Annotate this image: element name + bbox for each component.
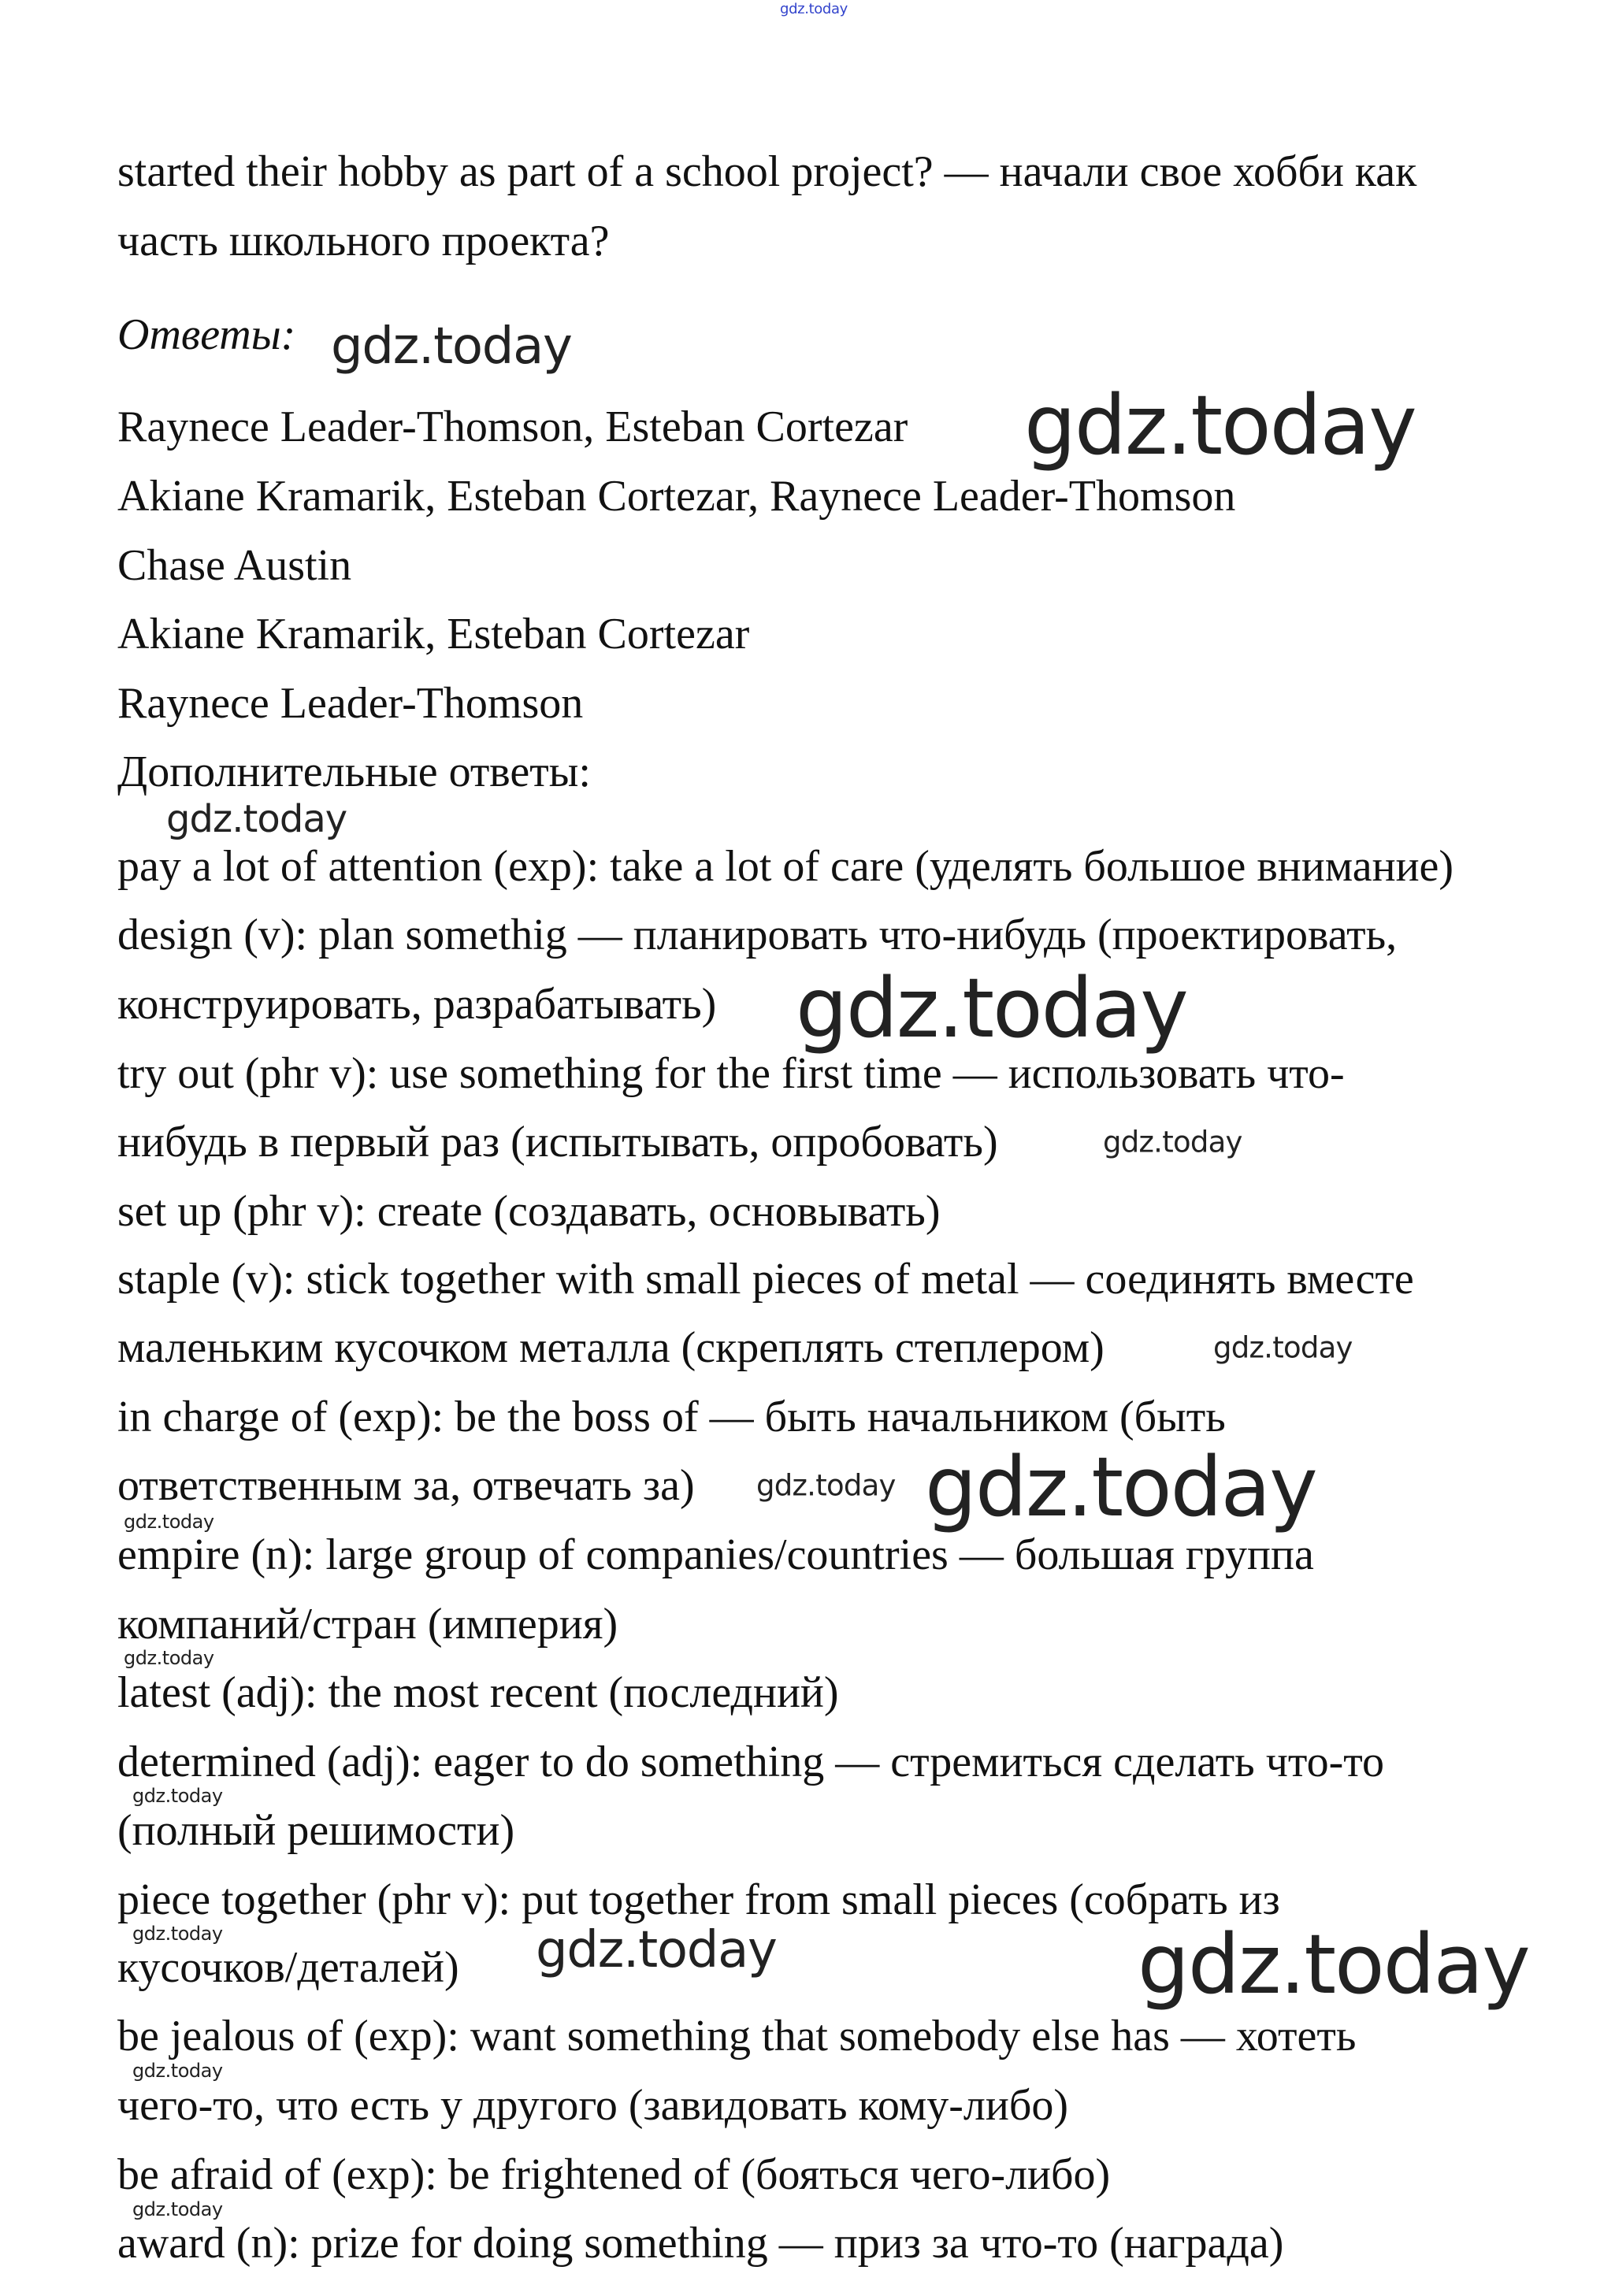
text-line: Akiane Kramarik, Esteban Cortezar, Raynece Leader-Thomson — [117, 472, 1236, 521]
text-line: empire (n): large group of companies/countries — большая группа — [117, 1530, 1314, 1579]
watermark-logo: gdz.today — [796, 960, 1187, 1056]
watermark-logo: gdz.today — [124, 1511, 214, 1533]
text-line: часть школьного проекта? — [117, 217, 610, 265]
text-line: set up (phr v): create (создавать, основывать) — [117, 1187, 941, 1236]
text-line: piece together (phr v): put together from small pieces (собрать из — [117, 1875, 1280, 1924]
text-line: ответственным за, отвечать за) — [117, 1461, 695, 1510]
watermark-logo: gdz.today — [124, 1647, 214, 1669]
text-line: in charge of (exp): be the boss of — быть начальником (быть — [117, 1393, 1226, 1441]
watermark-logo: gdz.today — [132, 1923, 223, 1945]
watermark-logo: gdz.today — [536, 1921, 777, 1979]
text-line: Raynece Leader-Thomson, Esteban Cortezar — [117, 402, 908, 451]
text-line: маленьким кусочком металла (скреплять степлером) — [117, 1323, 1105, 1372]
watermark-logo: gdz.today — [1213, 1330, 1353, 1365]
text-line: try out (phr v): use something for the first time — использовать что- — [117, 1049, 1345, 1098]
watermark-logo: gdz.today — [132, 1785, 223, 1807]
text-line: started their hobby as part of a school project? — начали свое хобби как — [117, 147, 1417, 196]
text-line: нибудь в первый раз (испытывать, опробовать) — [117, 1118, 998, 1167]
watermark-logo: gdz.today — [925, 1439, 1316, 1535]
watermark-logo: gdz.today — [1138, 1916, 1529, 2012]
text-line: (полный решимости) — [117, 1806, 515, 1855]
text-line: be jealous of (exp): want something that somebody else has — хотеть — [117, 2012, 1357, 2060]
text-line: Ответы: — [117, 310, 296, 359]
text-line: latest (adj): the most recent (последний) — [117, 1668, 839, 1717]
watermark-logo: gdz.today — [331, 317, 572, 376]
text-line: design (v): plan somethig — планировать что-нибудь (проектировать, — [117, 911, 1398, 959]
watermark-logo: gdz.today — [1103, 1125, 1242, 1159]
text-line: кусочков/деталей) — [117, 1943, 459, 1992]
watermark-logo: gdz.today — [756, 1468, 896, 1503]
text-line: чего-то, что есть у другого (завидовать кому-либо) — [117, 2081, 1068, 2130]
text-line: компаний/стран (империя) — [117, 1600, 618, 1649]
watermark-logo: gdz.today — [780, 1, 848, 17]
text-line: Raynece Leader-Thomson — [117, 679, 584, 728]
text-line: staple (v): stick together with small pieces of metal — соединять вместе — [117, 1255, 1414, 1304]
text-line: determined (adj): eager to do something — стремиться сделать что-то — [117, 1738, 1385, 1786]
text-line: Chase Austin — [117, 541, 352, 590]
text-line: конструировать, разрабатывать) — [117, 980, 717, 1029]
text-line: award (n): prize for doing something — приз за что-то (награда) — [117, 2219, 1284, 2268]
text-line: pay a lot of attention (exp): take a lot of care (уделять большое внимание) — [117, 842, 1454, 891]
watermark-logo: gdz.today — [132, 2198, 223, 2220]
watermark-logo: gdz.today — [166, 797, 347, 841]
text-line: be afraid of (exp): be frightened of (бояться чего-либо) — [117, 2150, 1111, 2199]
text-line: Дополнительные ответы: — [117, 747, 591, 796]
watermark-logo: gdz.today — [1024, 377, 1416, 473]
watermark-logo: gdz.today — [132, 2060, 223, 2082]
text-line: Akiane Kramarik, Esteban Cortezar — [117, 610, 750, 658]
